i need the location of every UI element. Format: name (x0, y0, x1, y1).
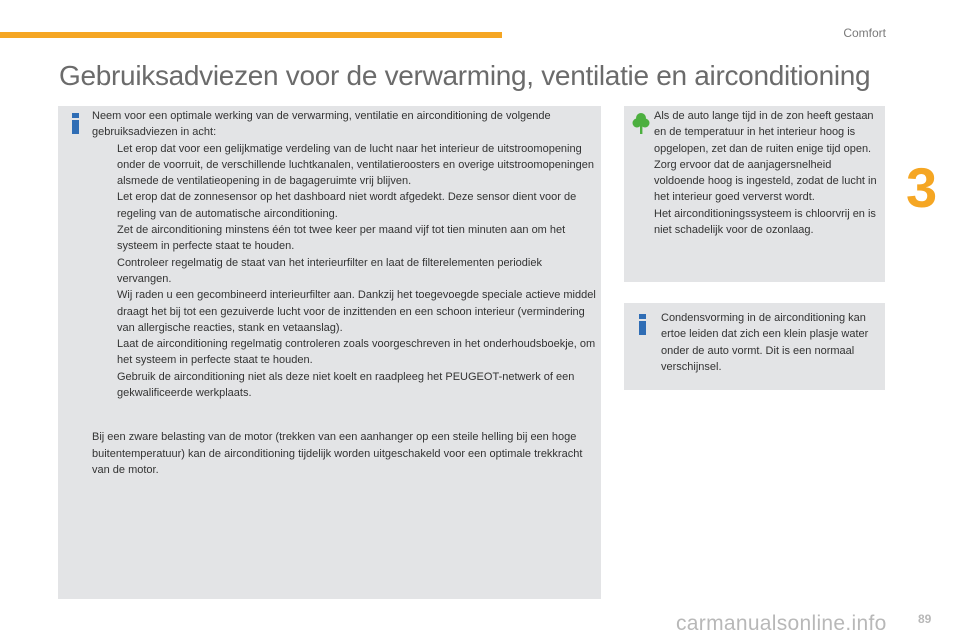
eco-tip-text (654, 108, 880, 238)
leaf-icon (632, 112, 650, 134)
page-number: 89 (918, 612, 932, 626)
advice-closing: Bij een zware belasting van de motor (trekken van een aanhanger op een steile helling bij een hoge buitentemperatuur) kan de airconditioning tijdelijk worden uitgeschakeld voor een optimale trekkracht van de motor. (92, 431, 583, 476)
list-item: Laat de airconditioning regelmatig controleren zoals voorgeschreven in het onderhoudsboekje, om het systeem in perfecte staat te houden. (117, 338, 596, 367)
list-item: Let erop dat de zonnesensor op het dashboard niet wordt afgedekt. Deze sensor dient voor de regeling van de automatische airconditioning. (117, 191, 577, 220)
page-title: Gebruiksadviezen voor de verwarming, ventilatie en airconditioning (59, 60, 871, 91)
advice-intro: Neem voor een optimale werking van de verwarming, ventilatie en airconditioning de volgende gebruiksadviezen in acht: (92, 110, 551, 139)
condensation-panel (624, 303, 885, 390)
accent-bar (0, 32, 502, 38)
chapter-number: 3 (906, 156, 938, 219)
eco-tip-p1: Als de auto lange tijd in de zon heeft gestaan en de temperatuur in het interieur hoog is opgelopen, zet dan de ruiten enige tijd open. (654, 110, 874, 155)
list-item: Let erop dat voor een gelijkmatige verdeling van de lucht naar het interieur de uitstroomopening onder de voorruit, de verschillende luchtkanalen, ventilatieroosters en overige uitstroomopeningen alsmede de ventilatieopening in de bagageruimte vrij blijven. (117, 142, 594, 188)
info-icon (639, 314, 646, 335)
eco-tip-p3: Het airconditioningssysteem is chloorvrij en is niet schadelijk voor de ozonlaag. (654, 207, 876, 237)
eco-tip-panel (624, 106, 885, 282)
section-label: Comfort (843, 26, 886, 40)
advice-text (92, 108, 597, 478)
advice-panel (58, 106, 601, 599)
watermark: carmanualsonline.info (676, 612, 887, 635)
eco-tip-p2: Zorg ervoor dat de aanjagersnelheid voldoende hoog is ingesteld, zodat de lucht in het interieur goed ververst wordt. (654, 158, 877, 204)
list-item: Zet de airconditioning minstens één tot twee keer per maand vijf tot tien minuten aan om het systeem in perfecte staat te houden. (117, 224, 566, 253)
condensation-text: Condensvorming in de airconditioning kan ertoe leiden dat zich een klein plasje water onder de auto vormt. Dit is een normaal verschijnsel. (661, 312, 869, 373)
filter-note: Wij raden u een gecombineerd interieurfilter aan. Dankzij het toegevoegde speciale actieve middel draagt het bij tot een gezuiverde lucht voor de inzittenden en een schoon interieur (vermindering van allergische reacties, stank en vetaanslag). (117, 289, 596, 334)
list-item: Controleer regelmatig de staat van het interieurfilter en laat de filterelementen periodiek vervangen. Wij raden u een gecombineerd interieurfilter aan. Dankzij het toegevoegde speciale actieve middel draagt het bij tot een gezuiverde lucht voor de inzittenden en een schoon interieur (vermindering van allergische reacties, stank en vetaanslag). (117, 256, 596, 334)
advice-list (92, 141, 597, 402)
list-item: Gebruik de airconditioning niet als deze niet koelt en raadpleeg het PEUGEOT-netwerk of een gekwalificeerde werkplaats. (117, 370, 575, 400)
info-icon (72, 113, 79, 134)
